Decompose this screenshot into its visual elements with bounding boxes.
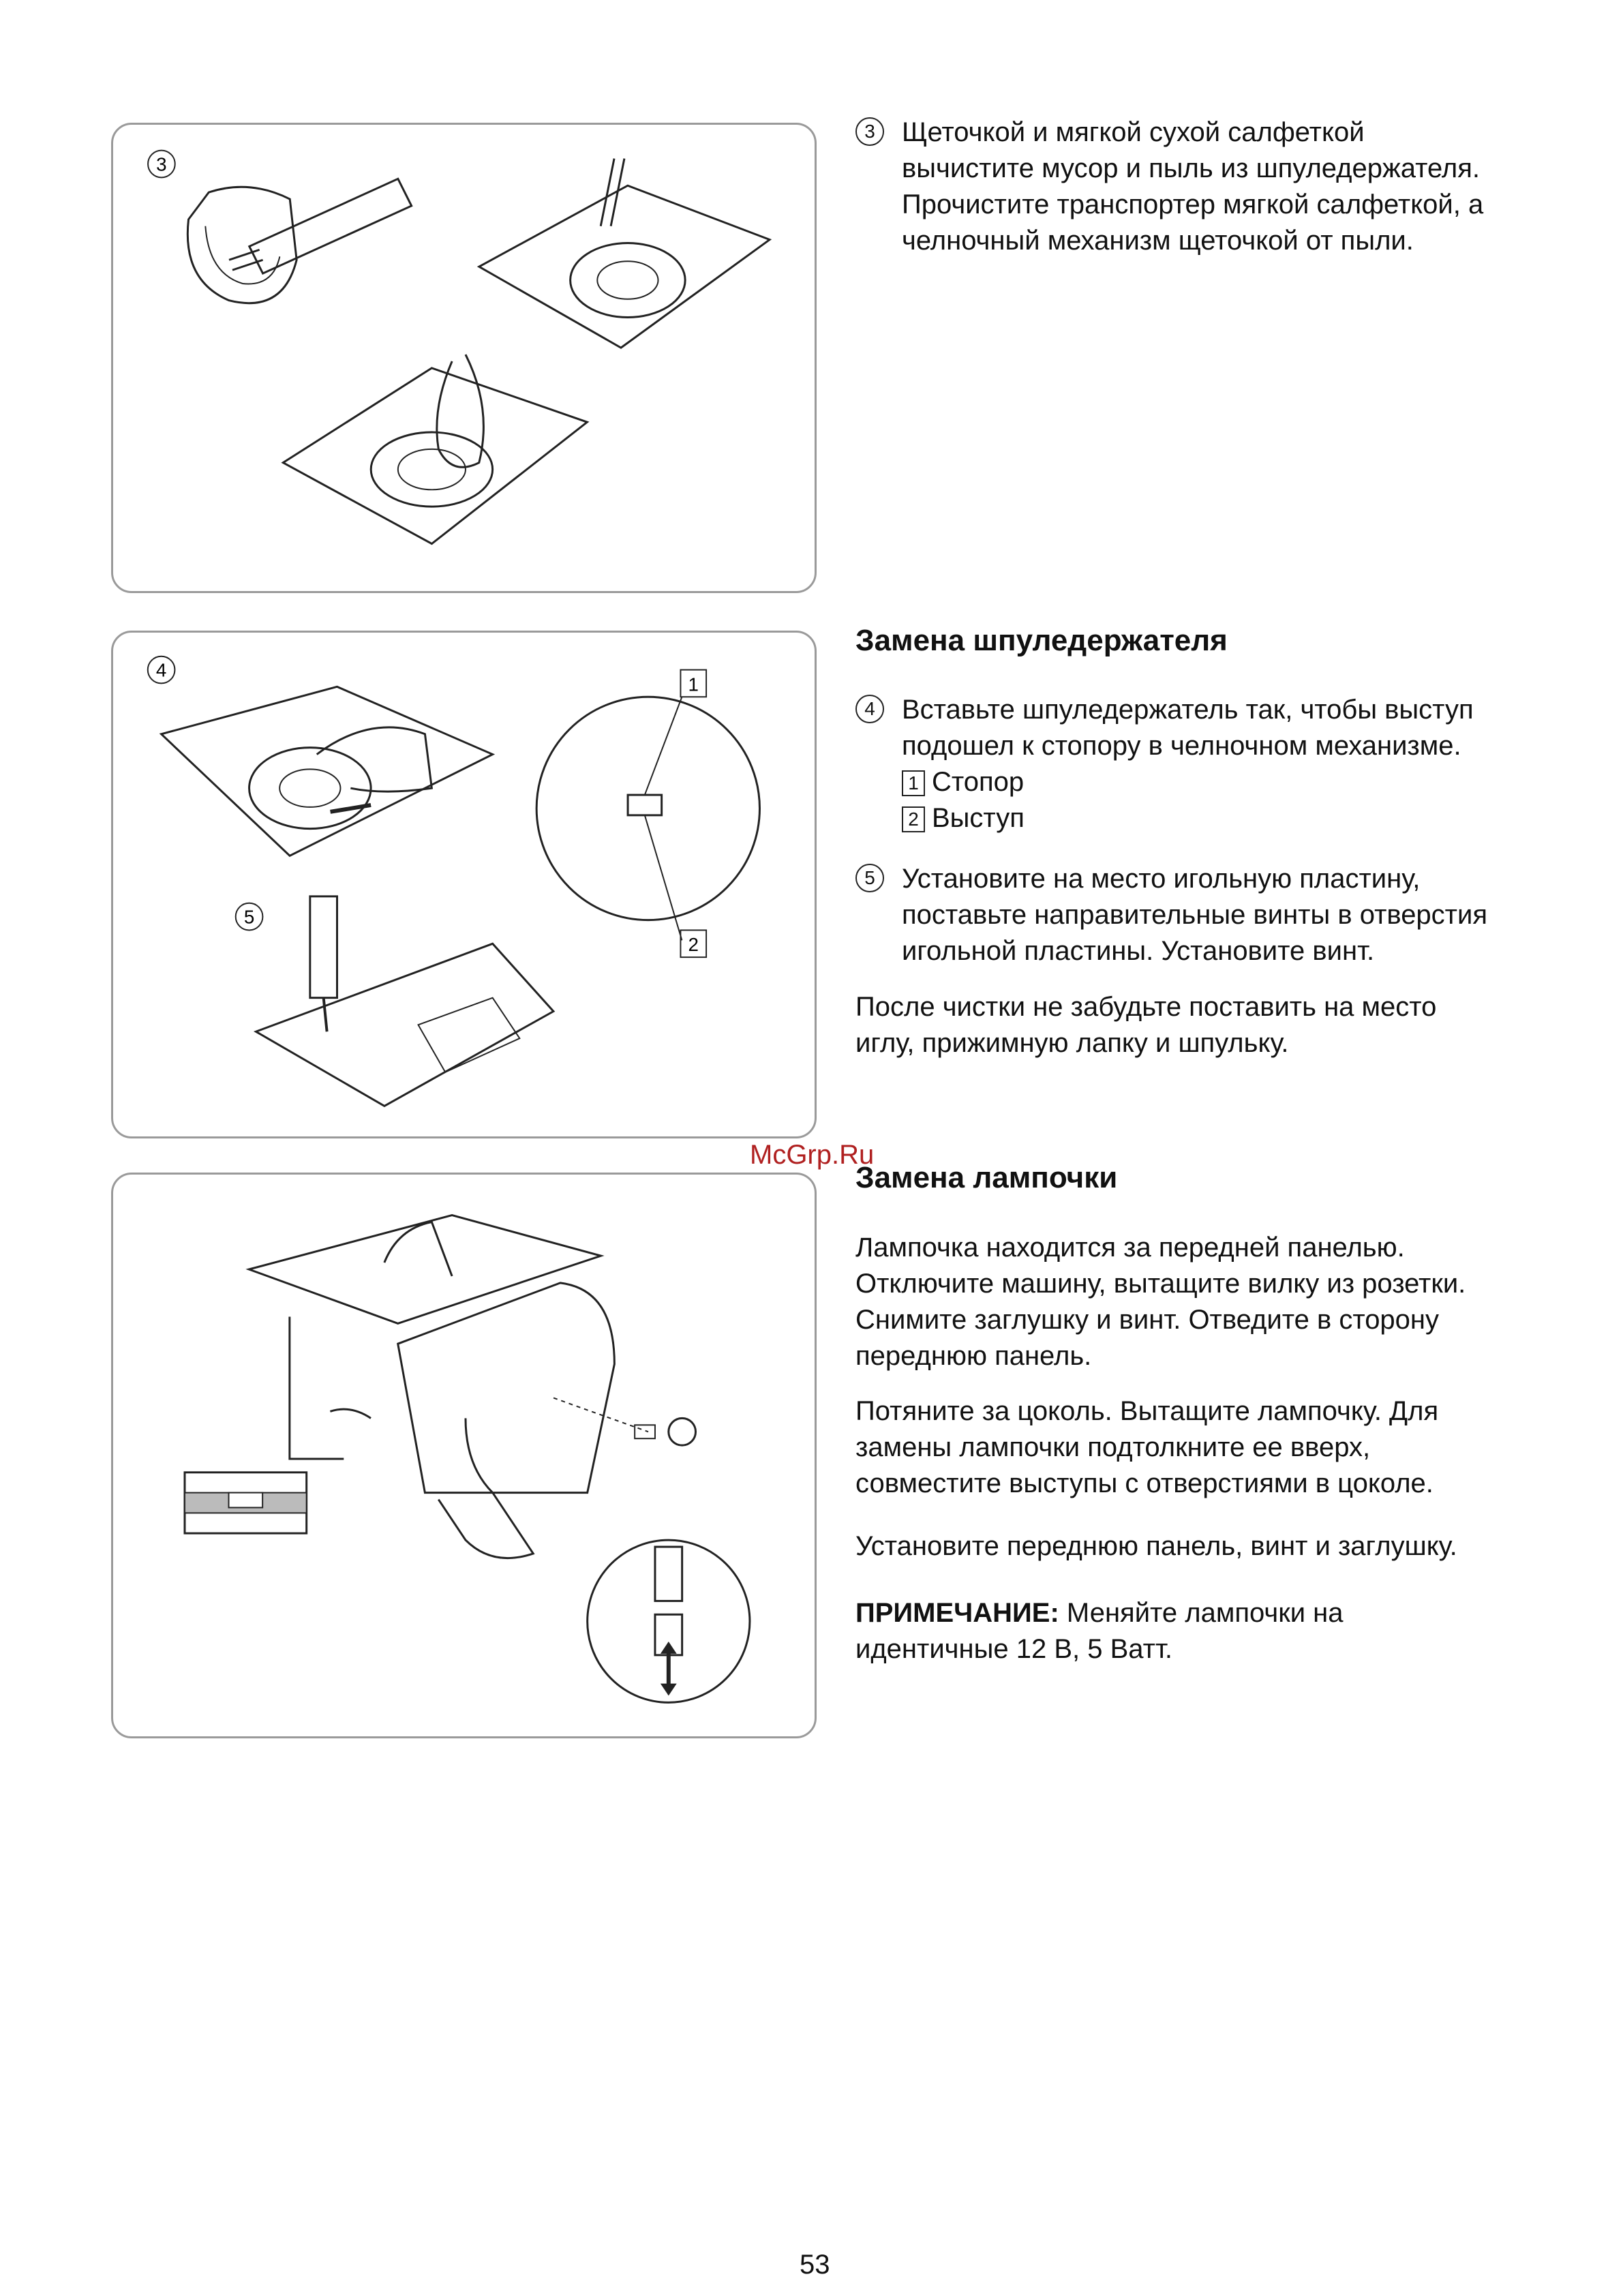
- watermark: McGrp.Ru: [750, 1140, 875, 1170]
- item-2-number: 2: [902, 806, 925, 832]
- step-5-text: Установите на место игольную пластину, поставьте направительные винты в отверстия игольной пластины. Установите винт.: [902, 864, 1488, 966]
- bobbin-step-4: [855, 692, 1592, 836]
- callout-1: 1: [688, 674, 699, 695]
- bobbin-step-5: [855, 861, 1592, 969]
- callout-2: 2: [688, 934, 699, 956]
- note-text: Меняйте лампочки на: [1059, 1598, 1344, 1628]
- lamp-paragraph-3: Установите переднюю панель, винт и заглушку.: [855, 1531, 1457, 1561]
- cleaning-step: [855, 115, 1592, 259]
- figure-cleaning-illustration: [111, 123, 817, 593]
- step-3-text: Щеточкой и мягкой сухой салфеткой вычистите мусор и пыль из шпуледержателя. Прочистите транспортер мягкой салфеткой, а челночный механизм щеточкой от пыли.: [902, 117, 1484, 256]
- item-2: [902, 800, 1592, 836]
- item-2-label: Выступ: [932, 803, 1025, 833]
- item-1-number: 1: [902, 770, 925, 796]
- bobbin-drawing: [113, 633, 815, 1136]
- figure-lamp-replacement-illustration: [111, 1173, 817, 1738]
- item-1: [902, 764, 1592, 800]
- lamp-paragraph-1: Лампочка находится за передней панелью. Отключите машину, вытащите вилку из розетки. Снимите заглушку и винт. Отведите в сторону переднюю панель.: [855, 1233, 1466, 1371]
- step-3-number: 3: [855, 117, 884, 146]
- after-cleaning-text: После чистки не забудьте поставить на место иглу, прижимную лапку и шпульку.: [855, 992, 1437, 1058]
- note-label: ПРИМЕЧАНИЕ:: [855, 1598, 1059, 1628]
- fig1-step-number: 3: [156, 153, 167, 175]
- fig2-step5-number: 5: [243, 906, 255, 928]
- lamp-heading: Замена лампочки: [855, 1161, 1118, 1194]
- bobbin-heading: Замена шпуледержателя: [855, 624, 1228, 657]
- step-4-text: Вставьте шпуледержатель так, чтобы выступ подошел к стопору в челночном механизме.: [902, 695, 1474, 761]
- figure-bobbin-replacement-illustration: [111, 631, 817, 1138]
- item-1-label: Стопор: [932, 767, 1025, 797]
- page-number: 53: [800, 2250, 830, 2280]
- step-5-number: 5: [855, 864, 884, 892]
- lamp-drawing: [113, 1175, 815, 1736]
- fig2-step4-number: 4: [155, 659, 167, 681]
- step-4-number: 4: [855, 695, 884, 723]
- lamp-paragraph-2: Потяните за цоколь. Вытащите лампочку. Для замены лампочки подтолкните ее вверх, совместите выступы с отверстиями в цоколе.: [855, 1396, 1439, 1498]
- note-text-2: идентичные 12 В, 5 Ватт.: [855, 1634, 1172, 1664]
- cleaning-drawing: [113, 125, 815, 591]
- lamp-note: [855, 1595, 1592, 1667]
